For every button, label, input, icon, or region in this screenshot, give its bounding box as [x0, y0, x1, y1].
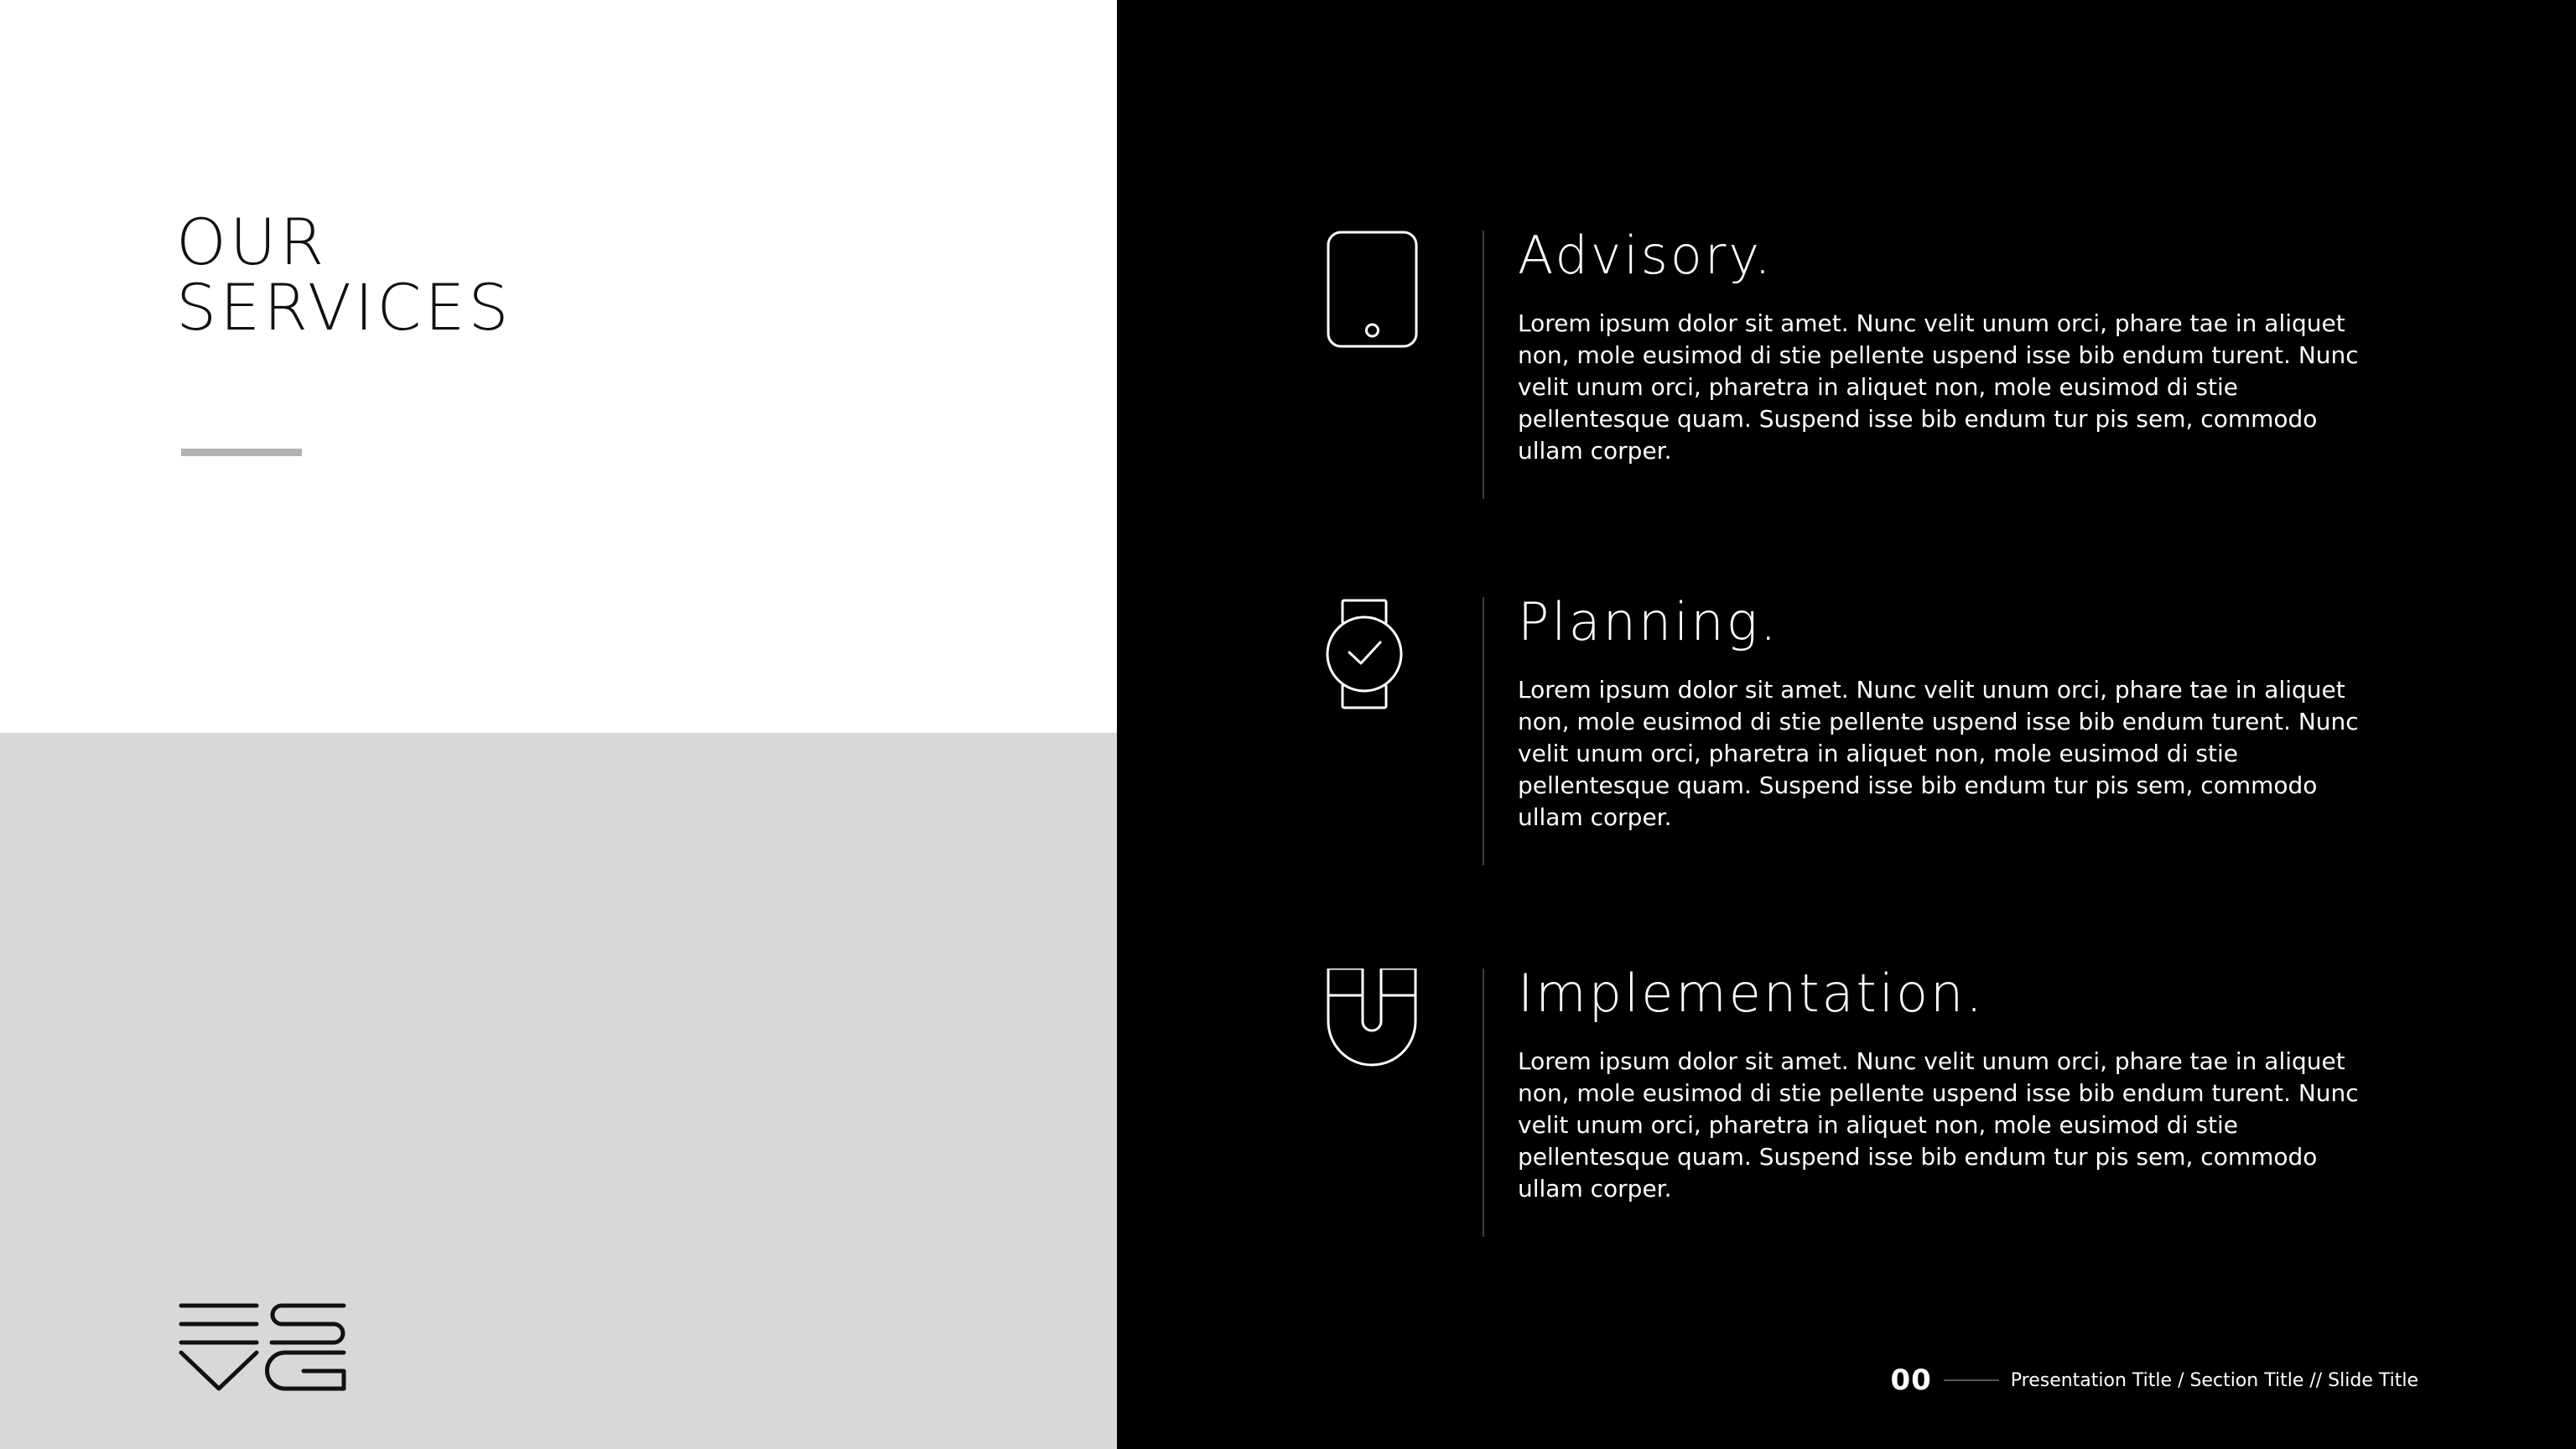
service-title: Advisory.	[1518, 225, 1774, 286]
slide-title-line-2: SERVICES	[176, 270, 512, 345]
title-underline	[181, 449, 302, 456]
esvg-logo	[178, 1301, 349, 1394]
service-title: Planning.	[1518, 591, 1779, 652]
breadcrumb: Presentation Title / Section Title // Slide Title	[2010, 1369, 2418, 1391]
service-description: Lorem ipsum dolor sit amet. Nunc velit unum orci, phare tae in aliquet non, mole eusimod di stie pellente uspend isse bib endum turent. Nunc velit unum orci, pharetra in aliquet non, mole eusimod di stie pellentesque quam. Suspend isse bib endum tur pis sem, commodo ullam corper.	[1518, 676, 2359, 831]
slide-title-line-1: OUR	[176, 205, 328, 279]
service-planning	[1325, 591, 2415, 874]
tablet-icon	[1325, 231, 1426, 356]
service-implementation	[1325, 963, 2415, 1245]
service-divider	[1483, 969, 1484, 1237]
service-advisory	[1325, 225, 2415, 507]
service-description: Lorem ipsum dolor sit amet. Nunc velit unum orci, phare tae in aliquet non, mole eusimod di stie pellente uspend isse bib endum turent. Nunc velit unum orci, pharetra in aliquet non, mole eusimod di stie pellentesque quam. Suspend isse bib endum tur pis sem, commodo ullam corper.	[1518, 1047, 2359, 1202]
slide-footer	[1890, 1363, 2418, 1397]
left-bottom-panel	[0, 733, 1117, 1449]
left-top-panel	[0, 0, 1117, 733]
service-divider	[1483, 231, 1484, 499]
service-title: Implementation.	[1518, 963, 1986, 1024]
service-divider	[1483, 597, 1484, 865]
watch-icon	[1325, 597, 1426, 723]
slide-title	[176, 205, 512, 345]
service-description: Lorem ipsum dolor sit amet. Nunc velit unum orci, phare tae in aliquet non, mole eusimod di stie pellente uspend isse bib endum turent. Nunc velit unum orci, pharetra in aliquet non, mole eusimod di stie pellentesque quam. Suspend isse bib endum tur pis sem, commodo ullam corper.	[1518, 309, 2359, 465]
page-number: 00	[1890, 1363, 1932, 1397]
magnet-icon	[1325, 969, 1426, 1094]
footer-divider	[1944, 1379, 1999, 1381]
